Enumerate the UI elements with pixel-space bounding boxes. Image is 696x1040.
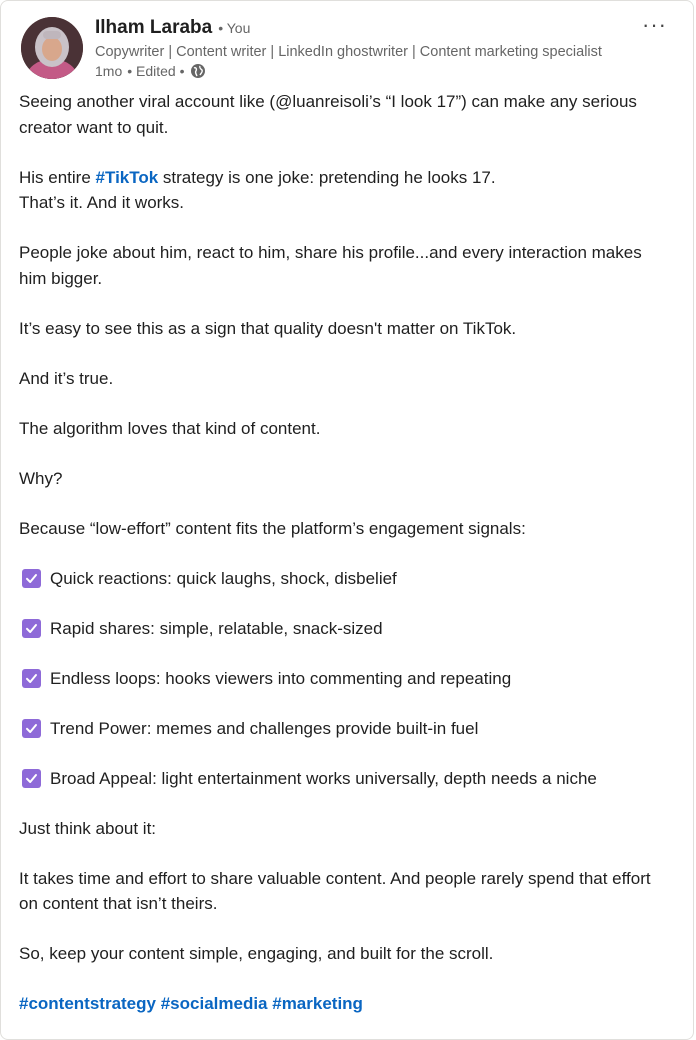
you-label: • You	[218, 20, 251, 36]
author-name[interactable]: Ilham Laraba	[95, 17, 213, 38]
post-paragraph: Seeing another viral account like (@luanreisoli’s “I look 17”) can make any serious creator want to quit.	[19, 92, 637, 137]
checklist-text: Broad Appeal: light entertainment works universally, depth needs a niche	[50, 768, 597, 788]
post-time: 1mo	[95, 63, 123, 79]
post-timestamp	[95, 63, 602, 79]
post-header	[21, 12, 673, 83]
avatar-image	[21, 17, 83, 79]
checklist-item	[19, 616, 669, 642]
checklist-text: Quick reactions: quick laughs, shock, disbelief	[50, 568, 397, 588]
post-paragraph: The algorithm loves that kind of content.	[19, 418, 321, 438]
author-name-line	[95, 17, 602, 43]
hashtag-marketing[interactable]: #marketing	[272, 994, 363, 1013]
post-paragraph: It takes time and effort to share valuable content. And people rarely spend that effort on content that isn’t theirs.	[19, 868, 651, 913]
hashtag-contentstrategy[interactable]: #contentstrategy	[19, 994, 156, 1013]
checkbox-icon	[22, 719, 41, 738]
author-meta	[95, 17, 602, 79]
edited-label: • Edited •	[127, 63, 185, 79]
post-paragraph: Why?	[19, 468, 63, 488]
checkbox-icon	[22, 769, 41, 788]
post-paragraph: Because “low-effort” content fits the platform’s engagement signals:	[19, 518, 526, 538]
post-paragraph: People joke about him, react to him, share his profile...and every interaction makes him bigger.	[19, 243, 642, 288]
hashtag-tiktok[interactable]: #TikTok	[95, 167, 159, 187]
checklist-item	[19, 666, 669, 692]
post-text: strategy is one joke: pretending he looks 17.	[158, 167, 496, 187]
hashtag-socialmedia[interactable]: #socialmedia	[160, 994, 268, 1013]
post-paragraph: So, keep your content simple, engaging, and built for the scroll.	[19, 944, 494, 963]
checklist-text: Trend Power: memes and challenges provide built-in fuel	[50, 718, 479, 738]
hashtag-line	[19, 991, 669, 1017]
checkbox-icon	[22, 569, 41, 588]
post-paragraph	[19, 165, 669, 216]
checklist-text: Endless loops: hooks viewers into commenting and repeating	[50, 668, 512, 688]
globe-icon	[190, 63, 206, 79]
checkbox-icon	[22, 619, 41, 638]
checklist-item	[19, 716, 669, 742]
post-paragraph: Just think about it:	[19, 818, 157, 838]
post-text: His entire	[19, 167, 96, 187]
post-body	[19, 89, 669, 1017]
checklist-text: Rapid shares: simple, relatable, snack-sized	[50, 618, 383, 638]
checklist-item	[19, 566, 669, 592]
more-options-button[interactable]: ···	[642, 12, 667, 37]
checkbox-icon	[22, 669, 41, 688]
post-paragraph: And it’s true.	[19, 368, 114, 388]
author-headline: Copywriter | Content writer | LinkedIn ghostwriter | Content marketing specialist	[95, 44, 602, 60]
avatar[interactable]	[21, 17, 83, 79]
post-text: That’s it. And it works.	[19, 193, 185, 212]
post-paragraph: It’s easy to see this as a sign that quality doesn't matter on TikTok.	[19, 318, 517, 338]
checklist-item	[19, 766, 669, 792]
